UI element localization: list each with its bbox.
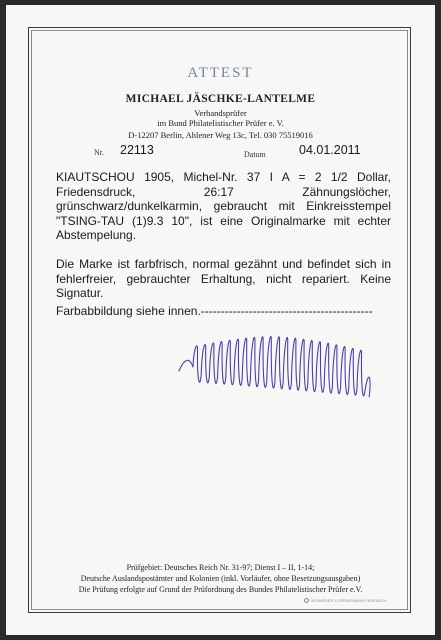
date-label: Datum [244,150,266,159]
examiner-role: Verbandsprüfer [194,108,247,118]
condition-description: Die Marke ist farbfrisch, normal gezähnt und befindet sich in fehlerfreier, gebrauchter Erhaltung, nicht repariert. Keine Signatur. [56,257,391,301]
printer-imprint: SCHNEIDER & SPRINGMANN PRÜFBUCH [311,599,387,603]
handwritten-signature [171,327,396,422]
certificate-number: 22113 [120,143,154,157]
certificate-title: ATTEST [187,65,254,81]
stamp-description: KIAUTSCHOU 1905, Michel-Nr. 37 I A = 2 1/2 Dollar, Friedensdruck, 26:17 Zähnungslöcher, grünschwarz/dunkelkarmin, gebraucht mit Einkreisstempel "TSING-TAU (1)9.3 10", ist eine Originalmarke mit echter Abstempelung. [56,170,391,243]
copyright-icon [304,598,309,603]
certificate-sheet [6,5,435,635]
certificate-number-label: Nr. [94,148,104,157]
color-image-note: Farbabbildung siehe innen.------------------------------------------- [56,304,373,318]
examiner-name: MICHAEL JÄSCHKE-LANTELME [125,93,316,105]
examination-scope-line-2: Deutsche Auslandspostämter und Kolonien (inkl. Vorläufer, ohne Besetzungsausgaben) [80,574,361,583]
examiner-address: D-12207 Berlin, Ahlener Weg 13c, Tel. 030 75519016 [128,130,313,140]
examiner-association: im Bund Philatelistischer Prüfer e. V. [157,118,284,128]
examination-regulation-note: Die Prüfung erfolgte auf Grund der Prüfordnung des Bundes Philatelistischer Prüfer e.V. [78,585,363,594]
examination-scope-line-1: Prüfgebiet: Deutsches Reich Nr. 31-97; Dienst I – II, 1-14; [126,563,315,572]
certificate-date: 04.01.2011 [299,143,361,157]
